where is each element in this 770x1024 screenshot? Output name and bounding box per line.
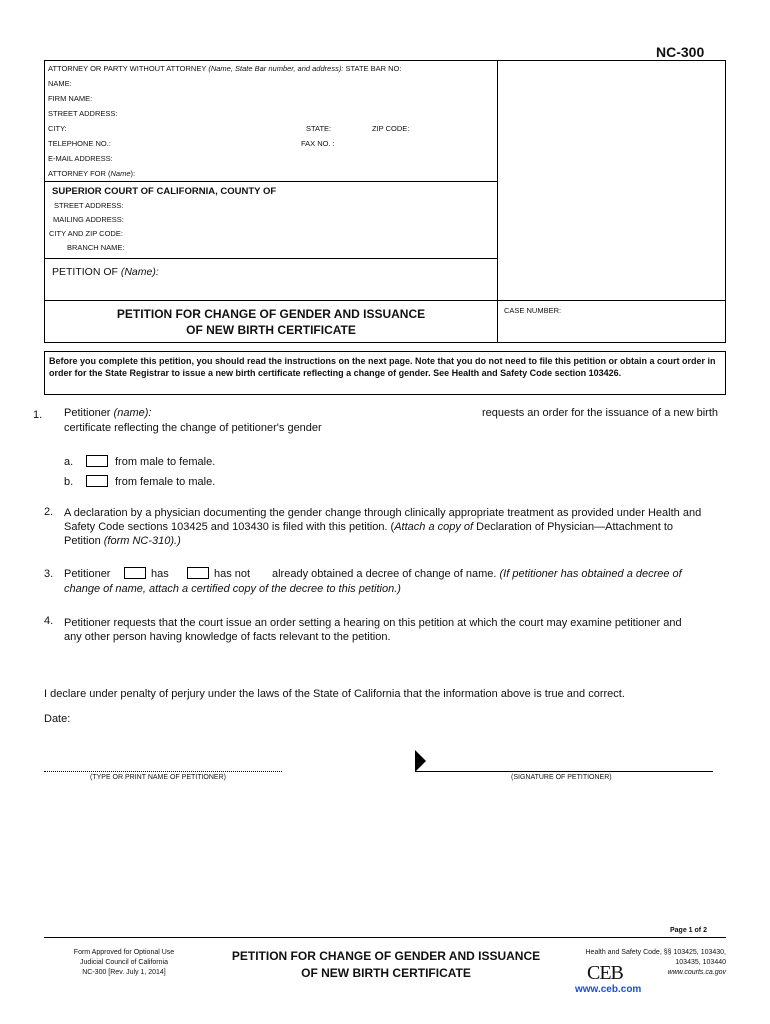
court-title: SUPERIOR COURT OF CALIFORNIA, COUNTY OF — [52, 186, 277, 197]
checkbox-male-to-female[interactable] — [86, 455, 108, 467]
ceb-logo: CEB — [587, 962, 623, 984]
state-field[interactable]: STATE: — [306, 124, 332, 133]
item1b-label: b. — [64, 476, 74, 488]
checkbox-has-not[interactable] — [187, 567, 209, 579]
city-field[interactable]: CITY: — [48, 124, 67, 133]
item1b-text: from female to male. — [115, 476, 216, 488]
item1a-label: a. — [64, 456, 74, 468]
item4-number: 4. — [44, 615, 54, 627]
item2-number: 2. — [44, 506, 54, 518]
case-number-field[interactable]: CASE NUMBER: — [504, 306, 562, 315]
court-street-address[interactable]: STREET ADDRESS: — [54, 201, 124, 210]
court-mailing-address[interactable]: MAILING ADDRESS: — [53, 215, 124, 224]
signature-arrow-icon — [415, 750, 427, 772]
item3-text: already obtained a decree of change of name. (If petitioner has obtained a decree of — [272, 568, 682, 580]
firm-name-field[interactable]: FIRM NAME: — [48, 94, 93, 103]
date-field[interactable]: Date: — [44, 713, 71, 725]
telephone-field[interactable]: TELEPHONE NO.: — [48, 139, 111, 148]
zip-code-field[interactable]: ZIP CODE: — [372, 124, 410, 133]
street-address-field[interactable]: STREET ADDRESS: — [48, 109, 118, 118]
fax-field[interactable]: FAX NO. : — [301, 139, 335, 148]
item3-line2: change of name, attach a certified copy of the decree to this petition.) — [64, 583, 401, 595]
item1-line2: certificate reflecting the change of petitioner's gender — [64, 422, 322, 434]
signature-caption: (SIGNATURE OF PETITIONER) — [511, 774, 612, 781]
footer-title: PETITION FOR CHANGE OF GENDER AND ISSUANCE OF NEW BIRTH CERTIFICATE — [231, 949, 541, 980]
court-city-zip[interactable]: CITY AND ZIP CODE: — [49, 229, 123, 238]
item3-has-not-label: has not — [214, 568, 251, 580]
name-caption: (TYPE OR PRINT NAME OF PETITIONER) — [90, 774, 226, 781]
checkbox-female-to-male[interactable] — [86, 475, 108, 487]
form-title: PETITION FOR CHANGE OF GENDER AND ISSUANCE OF NEW BIRTH CERTIFICATE — [116, 307, 426, 337]
item3-number: 3. — [44, 568, 54, 580]
checkbox-has[interactable] — [124, 567, 146, 579]
caption-rule-2 — [44, 258, 498, 259]
item3-petitioner: Petitioner — [64, 568, 111, 580]
caption-rule-1 — [44, 181, 498, 182]
item1-number: 1. — [33, 409, 43, 421]
signature-line[interactable] — [415, 771, 713, 772]
item3-has-label: has — [151, 568, 169, 580]
item1-petitioner-name[interactable]: Petitioner (name): — [64, 407, 152, 419]
item1a-text: from male to female. — [115, 456, 216, 468]
name-line[interactable] — [44, 771, 282, 772]
name-field[interactable]: NAME: — [48, 79, 72, 88]
petition-of-field[interactable]: PETITION OF (Name): — [52, 266, 159, 278]
item1-request-text: requests an order for the issuance of a new birth — [482, 407, 719, 419]
instructions-notice: Before you complete this petition, you should read the instructions on the next page. Note that you do not need to file this petition or obtain a court order in order for the State Registrar to issue a new birth certificate reflecting a change of gender. See Health and Safety Code section 103426. — [44, 351, 726, 395]
attorney-for-field[interactable]: ATTORNEY FOR (Name): — [48, 169, 136, 178]
footer-left: Form Approved for Optional Use Judicial Council of California NC-300 [Rev. July 1, 2014] — [73, 949, 175, 976]
court-branch-name[interactable]: BRANCH NAME: — [67, 243, 125, 252]
footer-rule — [44, 937, 726, 938]
declaration-text: I declare under penalty of perjury under the laws of the State of California that the information above is true and correct. — [44, 688, 625, 700]
caption-rule-3 — [44, 300, 726, 301]
footer-right: Health and Safety Code, §§ 103425, 103430, 103435, 103440 www.courts.ca.gov — [585, 949, 726, 976]
item2-text: A declaration by a physician documenting the gender change through clinically appropriate treatment as provided under Health and Safety Code sections 103425 and 103430 is filed with this petition. (Attach a copy of Declaration of Physician—Attachment to Petition (form NC-310).) — [64, 507, 702, 547]
email-field[interactable]: E-MAIL ADDRESS: — [48, 154, 113, 163]
ceb-url[interactable]: www.ceb.com — [575, 984, 642, 995]
attorney-line: ATTORNEY OR PARTY WITHOUT ATTORNEY (Name, State Bar number, and address): STATE BAR NO: — [48, 64, 402, 73]
page-number: Page 1 of 2 — [670, 927, 707, 934]
item4-text: Petitioner requests that the court issue an order setting a hearing on this petition at which the court may examine petitioner and any other person having knowledge of facts relevant to the petition. — [64, 617, 682, 643]
courts-url[interactable]: www.courts.ca.gov — [667, 969, 726, 976]
form-number: NC-300 — [656, 44, 705, 60]
